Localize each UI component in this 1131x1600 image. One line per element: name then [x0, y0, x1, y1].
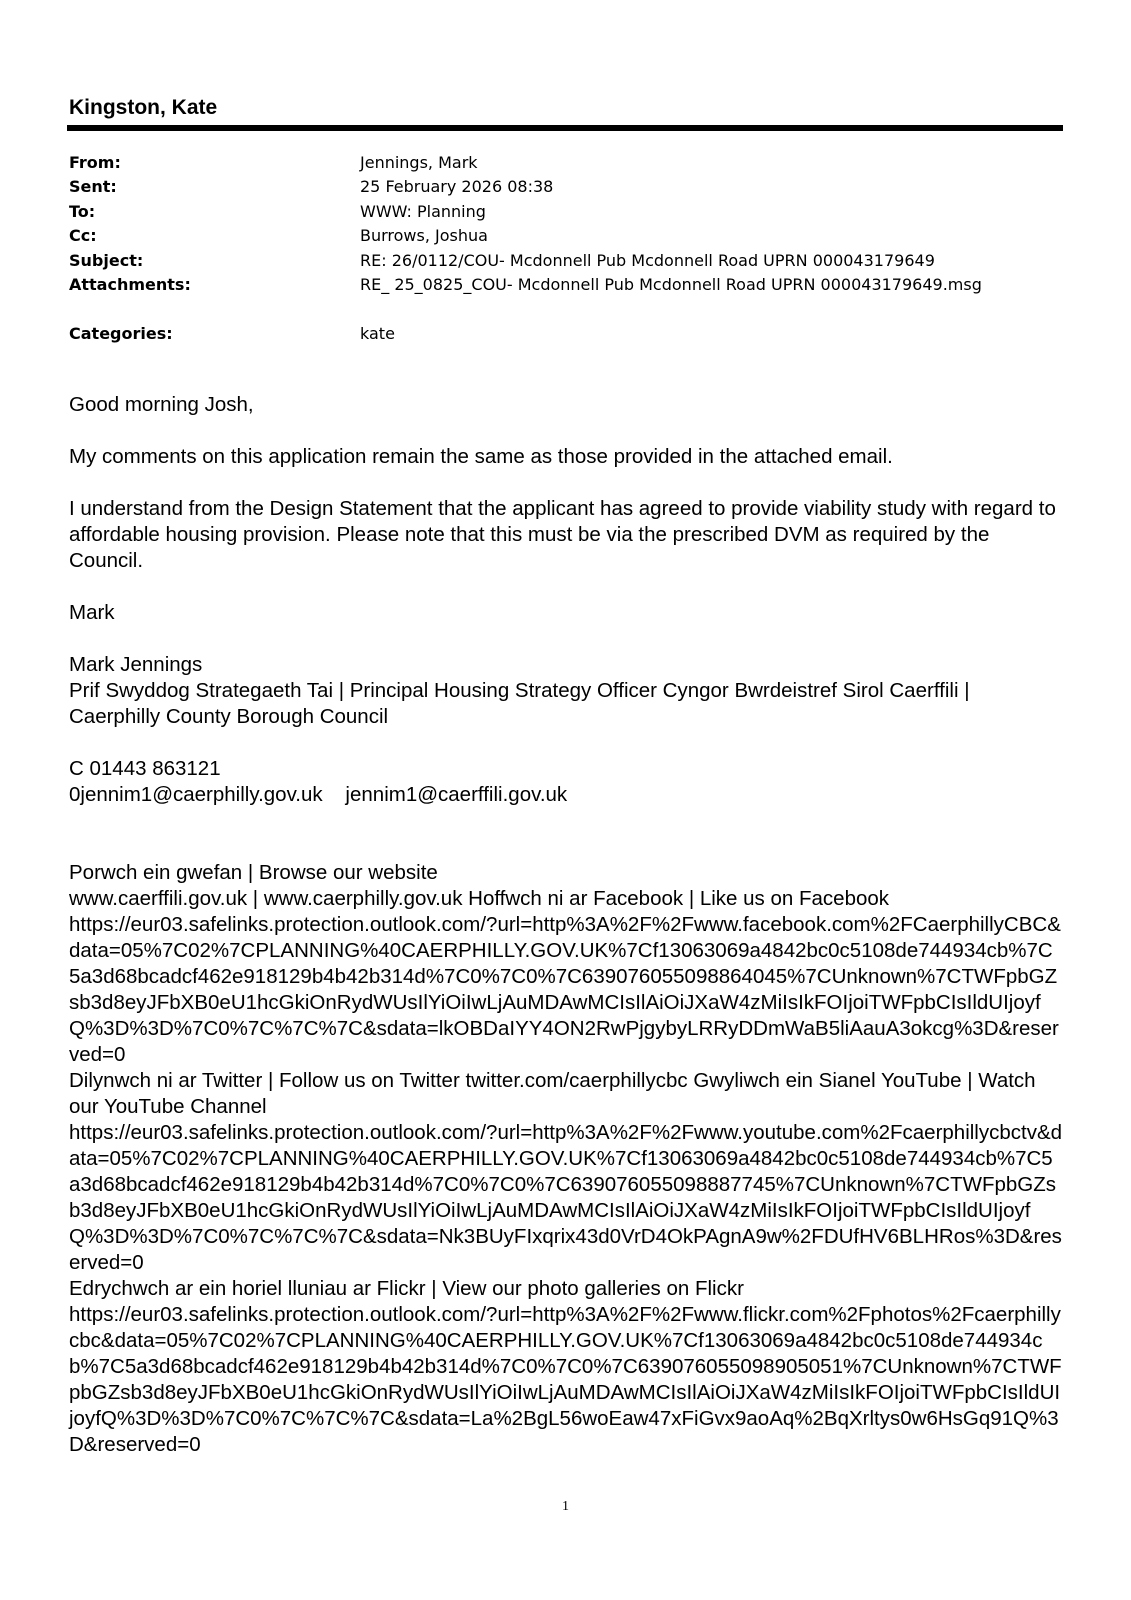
website-urls-facebook[interactable]: www.caerffili.gov.uk | www.caerphilly.gov.uk Hoffwch ni ar Facebook | Like us on Facebook: [69, 887, 890, 910]
signature-emails[interactable]: 0jennim1@caerphilly.gov.uk jennim1@caerffili.gov.uk: [69, 783, 568, 806]
body-paragraph-2: I understand from the Design Statement that the applicant has agreed to provide viability study with regard to affordable housing provision. Please note that this must be via the prescribed DVM as required by the Council.: [69, 497, 1056, 572]
page-number: 1: [562, 1499, 569, 1514]
header-rule: [67, 125, 1063, 131]
categories-value: kate: [360, 324, 395, 343]
email-body: [69, 392, 1064, 1458]
sent-value: 25 February 2026 08:38: [360, 177, 554, 196]
attachments-label: Attachments:: [69, 275, 191, 294]
twitter-youtube-line[interactable]: Dilynwch ni ar Twitter | Follow us on Twitter twitter.com/caerphillycbc Gwyliwch ein Sianel YouTube | Watch our YouTube Channel: [69, 1069, 1036, 1118]
signature-name: Mark Jennings: [69, 653, 203, 676]
categories-label: Categories:: [69, 324, 173, 343]
to-label: To:: [69, 202, 96, 221]
from-value: Jennings, Mark: [360, 153, 478, 172]
sent-label: Sent:: [69, 177, 117, 196]
signature-title: Prif Swyddog Strategaeth Tai | Principal Housing Strategy Officer Cyngor Bwrdeistref Sirol Caerffili | Caerphilly County Borough Council: [69, 679, 970, 728]
attachment-file[interactable]: RE_ 25_0825_COU- Mcdonnell Pub Mcdonnell Road UPRN 000043179649.msg: [360, 275, 982, 294]
website-line: Porwch ein gwefan | Browse our website: [69, 861, 438, 884]
mailbox-owner: Kingston, Kate: [69, 96, 218, 119]
flickr-link[interactable]: https://eur03.safelinks.protection.outlook.com/?url=http%3A%2F%2Fwww.flickr.com%2Fphotos%2Fcaerphillycbc&data=05%7C02%7CPLANNING%40CAERPHILLY.GOV.UK%7Cf13063069a4842bc0c5108de744934cb%7C5a3d68bcadcf462e918129b4b42b314d%7C0%7C0%7C639076055098905051%7CUnknown%7CTWFpbGZsb3d8eyJFbXB0eU1hcGkiOnRydWUsIlYiOiIwLjAuMDAwMCIsIlAiOiJXaW4zMiIsIkFOIjoiTWFpbCIsIldUIjoyfQ%3D%3D%7C0%7C%7C%7C&sdata=La%2BgL56woEaw47xFiGvx9aoAq%2BqXrltys0w6HsGq91Q%3D&reserved=0: [69, 1303, 1062, 1456]
signature-phone: C 01443 863121: [69, 757, 221, 780]
flickr-line: Edrychwch ar ein horiel lluniau ar Flickr | View our photo galleries on Flickr: [69, 1277, 744, 1300]
subject-label: Subject:: [69, 251, 144, 270]
youtube-link[interactable]: https://eur03.safelinks.protection.outlook.com/?url=http%3A%2F%2Fwww.youtube.com%2Fcaerphillycbctv&data=05%7C02%7CPLANNING%40CAERPHILLY.GOV.UK%7Cf13063069a4842bc0c5108de744934cb%7C5a3d68bcadcf462e918129b4b42b314d%7C0%7C0%7C639076055098887745%7CUnknown%7CTWFpbGZsb3d8eyJFbXB0eU1hcGkiOnRydWUsIlYiOiIwLjAuMDAwMCIsIlAiOiJXaW4zMiIsIkFOIjoiTWFpbCIsIldUIjoyfQ%3D%3D%7C0%7C%7C%7C&sdata=Nk3BUyFIxqrix43d0VrD4OkPAgnA9w%2FDUfHV6BLHRos%3D&reserved=0: [69, 1121, 1063, 1274]
to-value: WWW: Planning: [360, 202, 486, 221]
cc-value: Burrows, Joshua: [360, 226, 488, 245]
body-paragraph-1: My comments on this application remain the same as those provided in the attached email.: [69, 445, 893, 468]
signoff: Mark: [69, 601, 115, 624]
subject-value: RE: 26/0112/COU- Mcdonnell Pub Mcdonnell Road UPRN 000043179649: [360, 251, 935, 270]
cc-label: Cc:: [69, 226, 97, 245]
from-label: From:: [69, 153, 121, 172]
greeting: Good morning Josh,: [69, 393, 254, 416]
facebook-link[interactable]: https://eur03.safelinks.protection.outlook.com/?url=http%3A%2F%2Fwww.facebook.com%2FCaerphillyCBC&data=05%7C02%7CPLANNING%40CAERPHILLY.GOV.UK%7Cf13063069a4842bc0c5108de744934cb%7C5a3d68bcadcf462e918129b4b42b314d%7C0%7C0%7C639076055098864045%7CUnknown%7CTWFpbGZsb3d8eyJFbXB0eU1hcGkiOnRydWUsIlYiOiIwLjAuMDAwMCIsIlAiOiJXaW4zMiIsIkFOIjoiTWFpbCIsIldUIjoyfQ%3D%3D%7C0%7C%7C%7C&sdata=lkOBDaIYY4ON2RwPjgybyLRRyDDmWaB5liAauA3okcg%3D&reserved=0: [69, 913, 1061, 1066]
